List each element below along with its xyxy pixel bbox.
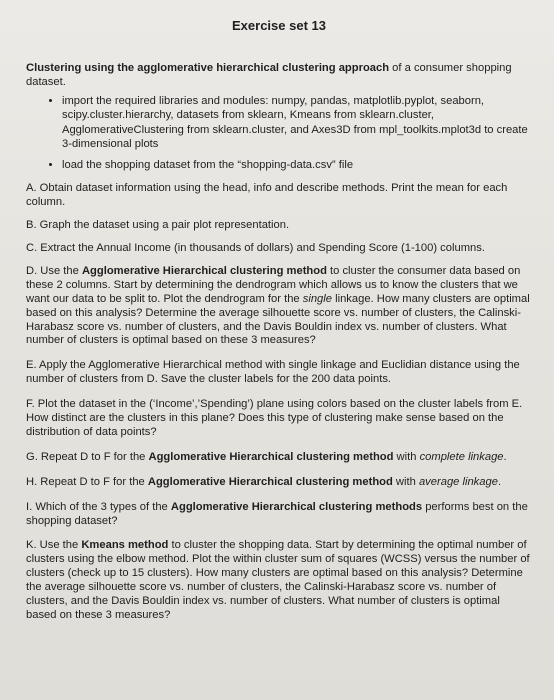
bullet-item-load: • load the shopping dataset from the “shopping-data.csv” file: [62, 158, 532, 173]
bullet-item-import: • import the required libraries and modules: numpy, pandas, matplotlib.pyplot, seaborn, scipy.cluster.hierarchy, datasets from sklearn, Kmeans from sklearn.cluster, AgglomerativeClustering from sklearn.cluster, and Axes3D from mpl_toolkits.mplot3d to create 3-dimensional plots: [62, 94, 532, 152]
item-d-post: linkage. How many clusters are optimal based on this analysis? Determine the average silhouette score vs. number of clusters, the Calinski-Harabasz score vs. number of clusters, and the Davis Bouldin index vs. number of clusters. What number of clusters is optimal based on these 3 measures?: [26, 292, 530, 347]
item-k: [26, 539, 532, 622]
intro-bold: Clustering using the agglomerative hierarchical clustering approach: [26, 62, 390, 74]
item-g: [26, 451, 532, 465]
item-c: C. Extract the Annual Income (in thousands of dollars) and Spending Score (1-100) columns.: [26, 242, 485, 255]
item-g-pre: G. Repeat D to F for the: [26, 450, 149, 463]
item-d-pre: D. Use the: [26, 265, 82, 278]
item-k-post: to cluster the shopping data. Start by determining the optimal number of clusters using the elbow method. Plot the within cluster sum of squares (WCSS) versus the number of clusters (check up to 15 clusters). How many clusters are optimal based on this analysis? Determine the average silhouette score vs. number of clusters, the Calinski-Harabasz score vs. number of clusters, and the Davis Bouldin index vs. number of clusters. What number of clusters is optimal based on these 3 measures?: [26, 539, 530, 621]
item-g-mid: with: [393, 450, 420, 463]
item-b: B. Graph the dataset using a pair plot representation.: [26, 219, 290, 232]
item-g-post: .: [503, 450, 507, 463]
item-g-italic: complete linkage: [419, 450, 504, 463]
item-h-post: .: [497, 475, 502, 488]
item-i-post: performs best on the shopping dataset?: [26, 500, 528, 527]
item-h: [26, 476, 532, 490]
item-i: [26, 501, 532, 529]
item-g-bold: Agglomerative Hierarchical clustering method: [148, 450, 394, 463]
page-title: Exercise set 13: [232, 18, 326, 33]
intro-rest: of a consumer shopping dataset.: [26, 62, 512, 89]
item-d-bold: Agglomerative Hierarchical clustering method: [81, 265, 327, 278]
item-k-pre: K. Use the: [26, 539, 82, 552]
item-e: E. Apply the Agglomerative Hierarchical method with single linkage and Euclidian distance using the number of clusters from D. Save the cluster labels for the 200 data points.: [26, 359, 520, 386]
item-h-mid: with: [392, 475, 419, 488]
item-d: [26, 265, 532, 348]
item-i-pre: I. Which of the 3 types of the: [26, 500, 171, 513]
bullet-list: [26, 94, 532, 173]
item-h-pre: H. Repeat D to F for the: [26, 475, 148, 488]
item-f: F. Plot the dataset in the (‘Income’,’Spending’) plane using colors based on the cluster labels from E. How distinct are the clusters in this plane? Does this type of clustering make sense based on the distribution of data points?: [26, 398, 523, 438]
item-a: A. Obtain dataset information using the head, info and describe methods. Print the mean for each column.: [26, 182, 508, 209]
item-d-italic: single: [302, 292, 332, 305]
item-d-mid: to cluster the consumer data based on these 2 columns. Start by determining the dendrogram which allows us to know the clusters that we want our data to be split to. Plot the dendrogram for the: [26, 265, 521, 305]
item-k-bold: Kmeans method: [81, 539, 169, 552]
intro-paragraph: [26, 61, 532, 90]
item-h-italic: average linkage: [418, 475, 498, 488]
item-i-bold: Agglomerative Hierarchical clustering methods: [170, 500, 423, 513]
item-h-bold: Agglomerative Hierarchical clustering method: [147, 475, 393, 488]
